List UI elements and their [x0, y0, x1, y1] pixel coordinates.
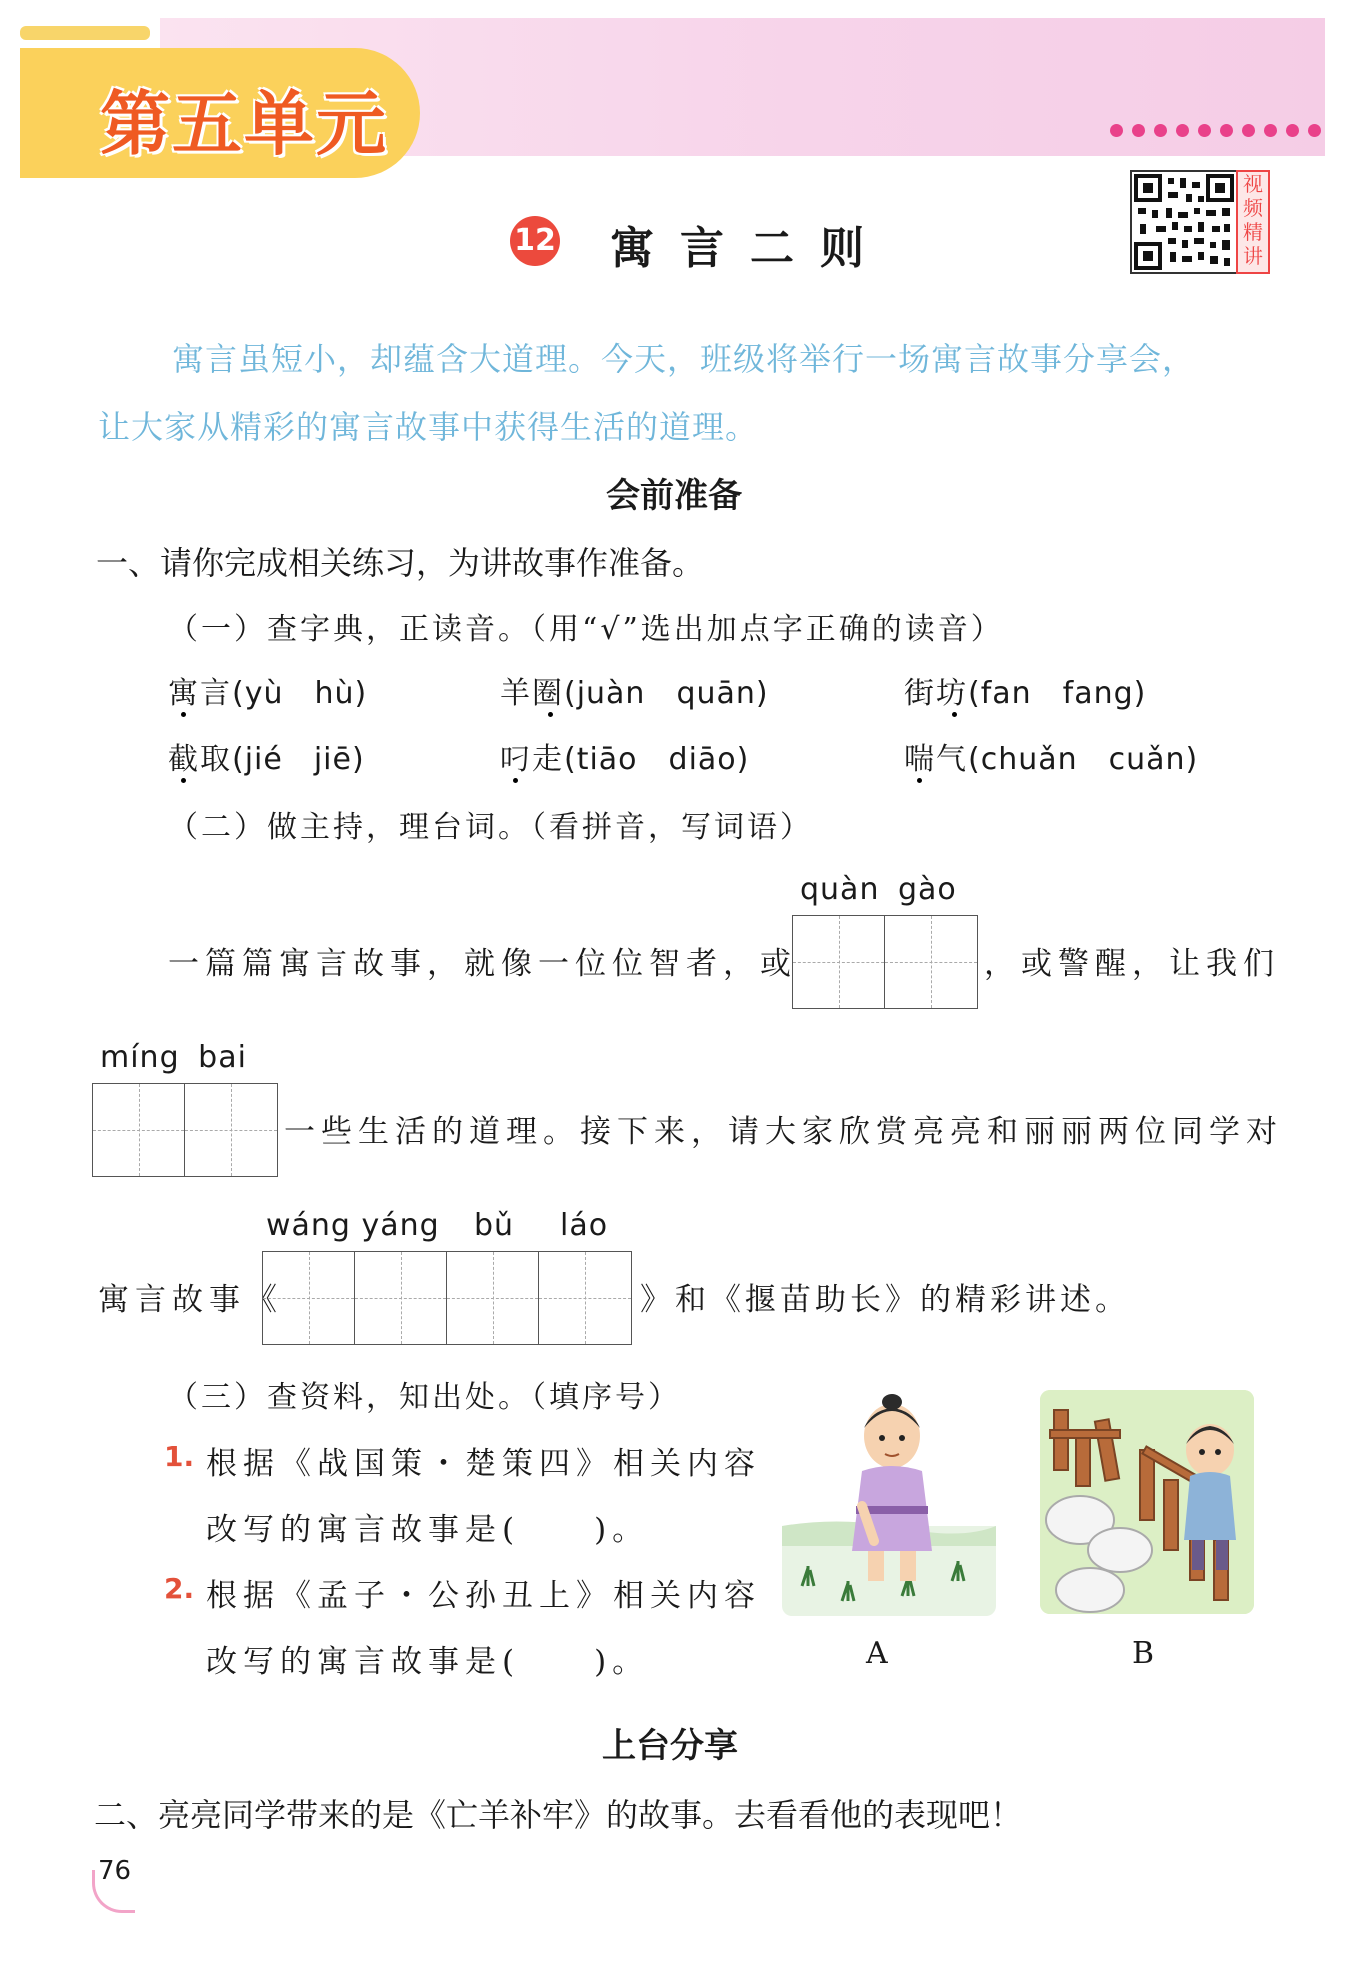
- illustration-b-label: B: [1132, 1636, 1155, 1671]
- pron-item-5: 叼走(tiāo diāo): [500, 734, 749, 778]
- source-item-1-line1: 根据《战国策・楚策四》相关内容: [206, 1446, 761, 1482]
- pron-item-1: 寓言(yù hù): [168, 668, 367, 712]
- answer-grid-ming-bai[interactable]: [92, 1083, 278, 1177]
- pinyin-lao: láo: [560, 1208, 609, 1243]
- source-item-2-line1: 根据《孟子・公孙丑上》相关内容: [206, 1578, 761, 1614]
- source-item-2-number: 2.: [164, 1572, 195, 1605]
- line-a-end: ，或警醒，让我们: [984, 946, 1280, 982]
- subquestion-3: （三）查资料，知出处。（填序号）: [168, 1380, 681, 1415]
- source-item-1-number: 1.: [164, 1440, 195, 1473]
- question-1: 一、请你完成相关练习，为讲故事作准备。: [96, 544, 705, 582]
- intro-line-2: 让大家从精彩的寓言故事中获得生活的道理。: [98, 408, 759, 446]
- subquestion-2: （二）做主持，理台词。（看拼音，写词语）: [168, 810, 813, 845]
- illustration-a-image: [782, 1376, 996, 1616]
- section-title-share: 上台分享: [602, 1726, 738, 1766]
- illustration-b-image: [1040, 1390, 1254, 1614]
- pinyin-ming-bai: míng bai: [100, 1040, 247, 1075]
- line-a: 一篇篇寓言故事，就像一位位智者，或: [168, 946, 797, 982]
- question-2: 二、亮亮同学带来的是《亡羊补牢》的故事。去看看他的表现吧！: [94, 1796, 1023, 1834]
- answer-grid-quan-gao[interactable]: [792, 915, 978, 1009]
- pron-item-4: 截取(jié jiē): [168, 734, 365, 778]
- lesson-number-badge: 12: [510, 216, 560, 266]
- pinyin-wang-yang: wáng yáng: [266, 1208, 440, 1243]
- line-c-start: 寓言故事《: [98, 1282, 283, 1318]
- line-b: 一些生活的道理。接下来，请大家欣赏亮亮和丽丽两位同学对: [284, 1114, 1283, 1150]
- intro-line-1: 寓言虽短小，却蕴含大道理。今天，班级将举行一场寓言故事分享会，: [172, 340, 1196, 378]
- pinyin-bu: bǔ: [474, 1208, 515, 1243]
- section-title-prep: 会前准备: [606, 476, 742, 516]
- pron-item-6: 喘气(chuǎn cuǎn): [904, 734, 1198, 778]
- lesson-title: 寓言二则: [610, 223, 890, 274]
- pron-item-2: 羊圈(juàn quān): [500, 668, 769, 712]
- decorative-dots: [1110, 124, 1321, 137]
- pinyin-quan-gao: quàn gào: [800, 872, 957, 907]
- video-tag[interactable]: 视频精讲: [1236, 170, 1270, 274]
- pron-item-3: 街坊(fan fang): [904, 668, 1146, 712]
- source-item-1-line2: 改写的寓言故事是( )。: [206, 1512, 650, 1548]
- header-yellow-strip: [20, 26, 150, 40]
- source-item-2-line2: 改写的寓言故事是( )。: [206, 1644, 650, 1680]
- unit-title: 第五单元: [100, 83, 388, 165]
- subquestion-1: （一）查字典，正读音。（用“√”选出加点字正确的读音）: [168, 612, 1004, 647]
- qr-code-icon[interactable]: [1130, 170, 1238, 274]
- page-number: 76: [98, 1856, 132, 1886]
- line-c-end: 》和《揠苗助长》的精彩讲述。: [640, 1282, 1130, 1318]
- answer-grid-wang-yang-bu-lao[interactable]: [262, 1251, 632, 1345]
- illustration-a-label: A: [866, 1636, 888, 1671]
